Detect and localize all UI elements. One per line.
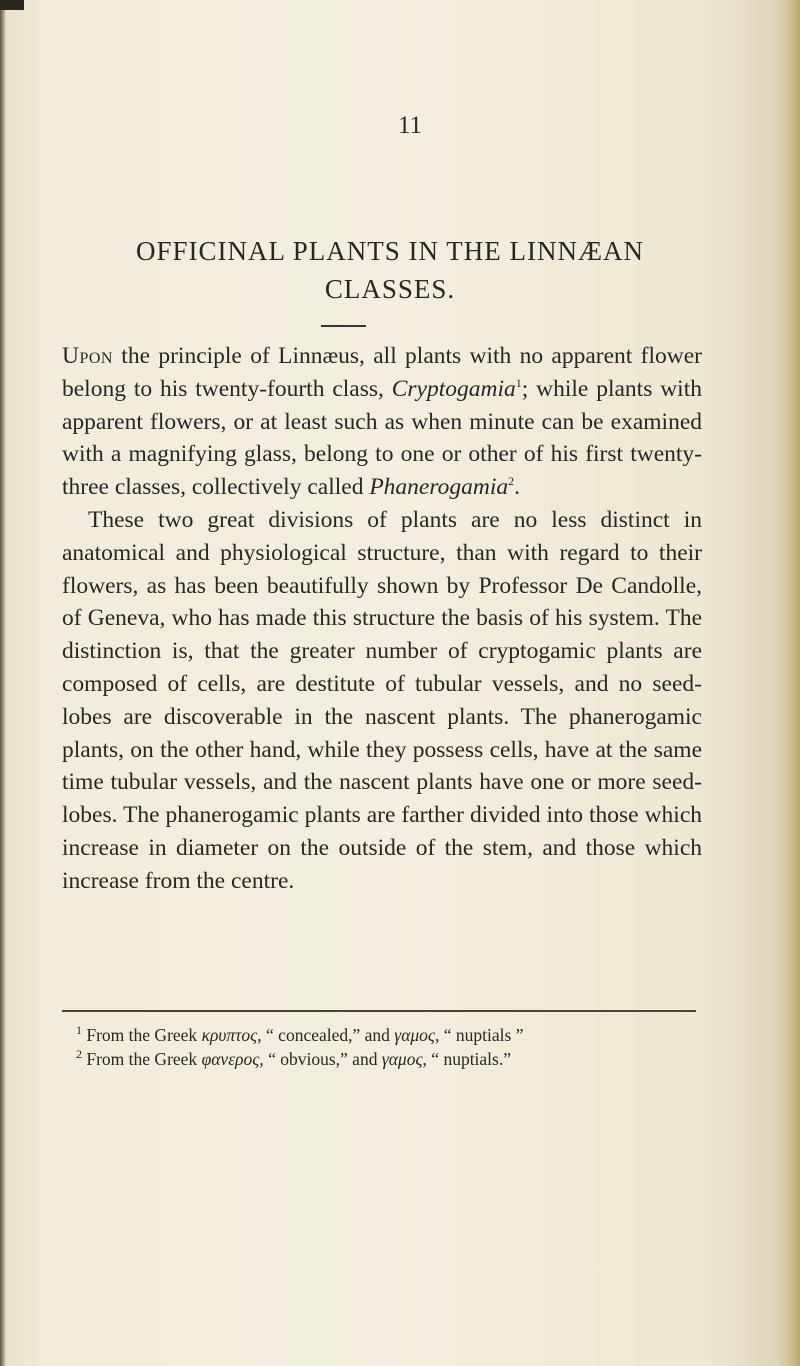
footnote-text: , “ nuptials.” <box>422 1048 511 1069</box>
greek-word: γαμος <box>381 1048 423 1069</box>
footnote-text: , “ concealed,” and <box>257 1025 395 1045</box>
page-edge <box>778 0 800 1366</box>
body-text <box>62 340 702 898</box>
term-phanerogamia: Phanerogamia <box>369 474 509 501</box>
paragraph-1 <box>62 340 702 504</box>
footnote-rule <box>62 1010 696 1012</box>
paragraph-1-text-b: ; while plants with apparent flowers, or at least such as when minute can be examined with a magnifying glass, belong to one or other of his first twenty-three classes, collectively called <box>62 375 702 501</box>
binding-shadow <box>0 0 6 1366</box>
footnote-2 <box>62 1048 696 1072</box>
footnote-number: 2 <box>76 1046 82 1061</box>
paragraph-2: These two great divisions of plants are no less distinct in anatomical and physiological structure, than with regard to their flowers, as has been beautifully shown by Professor De Candolle, of Geneva, who has made this structure the basis of his system. The distinction is, that the greater number of cryptogamic plants are composed of cells, are destitute of tubular vessels, and no seed-lobes are discoverable in the nascent plants. The phanerogamic plants, on the other hand, while they possess cells, have at the same time tubular vessels, and the nascent plants have one or more seed-lobes. The phanerogamic plants are farther divided into those which increase in diameter on the outside of the stem, and those which increase from the centre. <box>62 506 702 894</box>
corner-shadow <box>0 0 24 10</box>
greek-word: κρυπτος <box>201 1025 258 1045</box>
footnote-1 <box>62 1024 696 1048</box>
footnote-text: , “ obvious,” and <box>259 1048 382 1069</box>
footnote-text: From the Greek <box>82 1025 202 1045</box>
footnote-text: From the Greek <box>82 1048 202 1069</box>
footnote-ref-2[interactable]: 2 <box>508 474 515 489</box>
lead-word: Upon <box>62 343 113 369</box>
footnote-number: 1 <box>76 1023 82 1038</box>
footnote-text: , “ nuptials ” <box>435 1025 524 1045</box>
footnote-ref-1[interactable]: 1 <box>515 375 522 390</box>
page-number: 11 <box>397 112 423 139</box>
greek-word: γαμος <box>394 1025 436 1045</box>
chapter-title <box>60 232 720 308</box>
title-rule <box>321 325 366 327</box>
footnotes <box>62 1024 696 1071</box>
paragraph-1-text-a: the principle of Linnæus, all plants with no apparent flower belong to his twenty-fourth class, <box>62 343 702 402</box>
greek-word: φανερος <box>201 1048 260 1069</box>
chapter-title-line-2: CLASSES. <box>324 274 456 304</box>
paragraph-1-text-c: . <box>514 474 521 501</box>
term-cryptogamia: Cryptogamia <box>391 375 516 402</box>
chapter-title-line-1: OFFICINAL PLANTS IN THE LINNÆAN <box>136 236 644 266</box>
